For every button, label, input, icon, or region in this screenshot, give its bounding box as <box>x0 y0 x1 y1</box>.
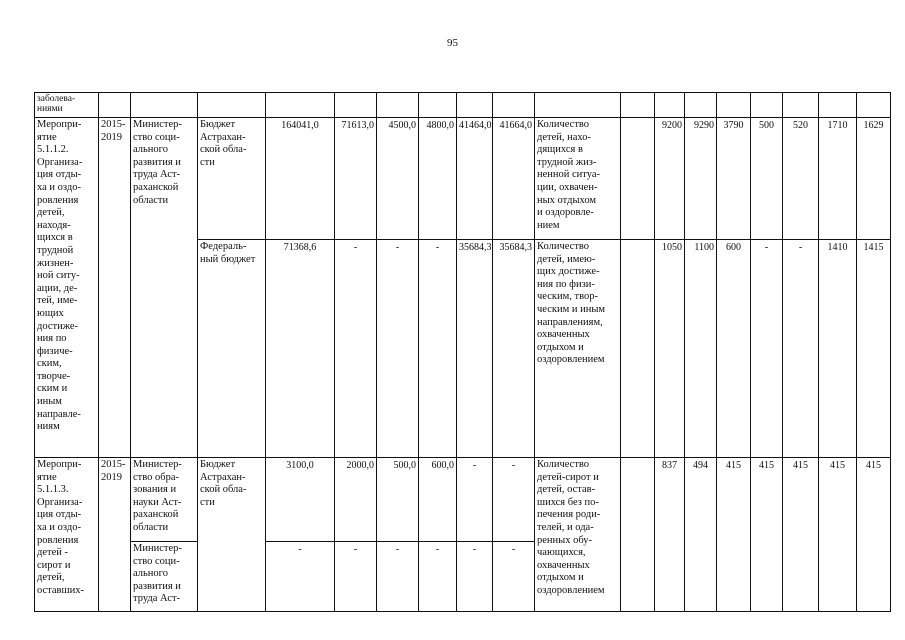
funding-year-4: 35684,3 <box>457 240 493 458</box>
funding-source: Бюджет Астрахан- ской обла- сти <box>198 458 266 612</box>
funding-year-2: - <box>377 240 419 458</box>
indicator-value-4: - <box>751 240 783 458</box>
indicator-value-7: 1629 <box>857 118 891 240</box>
indicator-value-6: 1710 <box>819 118 857 240</box>
funding-year-5: 35684,3 <box>493 240 535 458</box>
carryover-name: заболева- ниями <box>35 93 99 118</box>
funding-year-3: - <box>419 542 457 612</box>
measure-executor: Министер- ство соци- ального развития и труда Аст- <box>131 542 198 612</box>
indicator-name: Количество детей-сирот и детей, остав- шихся без по- печения роди- телей, и ода- ренных обу- чающихся, охваченных отдыхом и оздоровлением <box>535 458 621 612</box>
indicator-value-2: 494 <box>685 458 717 612</box>
indicator-unit <box>621 240 655 458</box>
measure-period: 2015- 2019 <box>99 118 131 458</box>
indicator-value-3: 600 <box>717 240 751 458</box>
page-number: 95 <box>447 37 458 49</box>
indicator-value-4: 500 <box>751 118 783 240</box>
funding-year-4: - <box>457 542 493 612</box>
indicator-value-6: 1410 <box>819 240 857 458</box>
measure-name: Меропри- ятие 5.1.1.3. Организа- ция отды- ха и оздо- ровления детей - сирот и детей, оставших- <box>35 458 99 612</box>
funding-year-5: - <box>493 542 535 612</box>
funding-total: - <box>266 542 335 612</box>
indicator-value-1: 1050 <box>655 240 685 458</box>
funding-year-2: - <box>377 542 419 612</box>
indicator-name: Количество детей, имею- щих достиже- ния по физи- ческим, твор- ческим и иным направлениям, охваченных отдыхом и оздоровлением <box>535 240 621 458</box>
indicator-value-7: 415 <box>857 458 891 612</box>
indicator-value-5: - <box>783 240 819 458</box>
indicator-value-1: 9200 <box>655 118 685 240</box>
indicator-value-1: 837 <box>655 458 685 612</box>
funding-year-1: - <box>335 542 377 612</box>
funding-year-4: 41464,0 <box>457 118 493 240</box>
funding-year-5: 41664,0 <box>493 118 535 240</box>
funding-total: 3100,0 <box>266 458 335 542</box>
indicator-value-3: 3790 <box>717 118 751 240</box>
funding-year-1: 71613,0 <box>335 118 377 240</box>
indicator-value-7: 1415 <box>857 240 891 458</box>
table-row <box>35 118 891 240</box>
funding-source: Бюджет Астрахан- ской обла- сти <box>198 118 266 240</box>
table-row <box>35 93 891 118</box>
indicator-value-4: 415 <box>751 458 783 612</box>
indicator-value-3: 415 <box>717 458 751 612</box>
indicator-value-6: 415 <box>819 458 857 612</box>
measure-executor: Министер- ство соци- ального развития и труда Аст- раханской области <box>131 118 198 458</box>
funding-total: 71368,6 <box>266 240 335 458</box>
table-row <box>35 458 891 542</box>
indicator-value-2: 9290 <box>685 118 717 240</box>
funding-year-3: 4800,0 <box>419 118 457 240</box>
measure-executor: Министер- ство обра- зования и науки Аст- раханской области <box>131 458 198 542</box>
funding-year-2: 500,0 <box>377 458 419 542</box>
measure-period: 2015- 2019 <box>99 458 131 612</box>
funding-year-5: - <box>493 458 535 542</box>
indicator-name: Количество детей, нахо- дящихся в трудной жиз- ненной ситуа- ции, охвачен- ных отдыхом и оздоровле- нием <box>535 118 621 240</box>
indicator-unit <box>621 458 655 612</box>
funding-year-1: - <box>335 240 377 458</box>
indicator-unit <box>621 118 655 240</box>
funding-source: Федераль- ный бюджет <box>198 240 266 458</box>
funding-year-4: - <box>457 458 493 542</box>
funding-year-2: 4500,0 <box>377 118 419 240</box>
indicator-value-2: 1100 <box>685 240 717 458</box>
funding-year-1: 2000,0 <box>335 458 377 542</box>
indicator-value-5: 520 <box>783 118 819 240</box>
indicator-value-5: 415 <box>783 458 819 612</box>
funding-year-3: 600,0 <box>419 458 457 542</box>
funding-total: 164041,0 <box>266 118 335 240</box>
measure-name: Меропри- ятие 5.1.1.2. Организа- ция отды- ха и оздо- ровления детей, находя- щихся в трудной жизнен- ной ситу- ации, де- тей, име- ющих достиже- ния по физиче- ским, творче- ским и иным направле- ниям <box>35 118 99 458</box>
budget-table <box>34 92 891 612</box>
funding-year-3: - <box>419 240 457 458</box>
